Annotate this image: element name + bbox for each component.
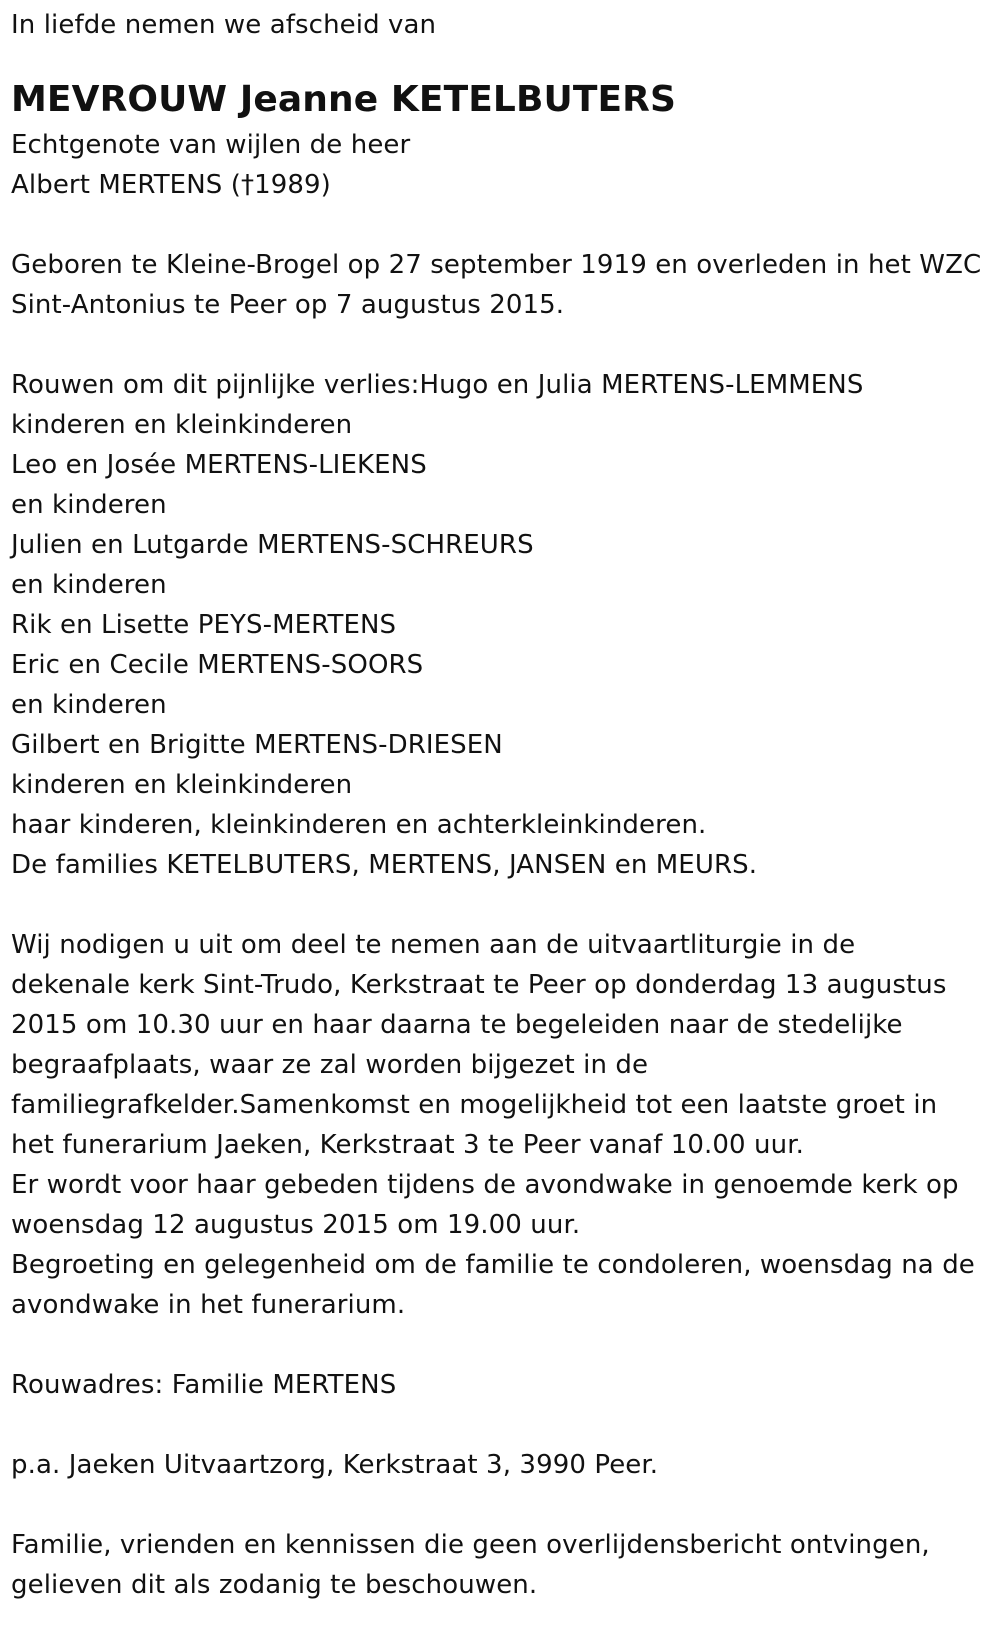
spouse-name-line [11,165,1000,205]
mourner-line: haar kinderen, kleinkinderen en achterkleinkinderen. [11,810,707,840]
spouse-name: Albert MERTENS ( [11,170,241,200]
mourner-line: Eric en Cecile MERTENS-SOORS [11,650,424,680]
mourner-line: kinderen en kleinkinderen [11,770,353,800]
funeral-line: 2015 om 10.30 uur en haar daarna te begeleiden naar de stedelijke [11,1010,903,1040]
cross-icon: † [240,170,255,200]
mourner-line: kinderen en kleinkinderen [11,410,353,440]
mourner-line: De families KETELBUTERS, MERTENS, JANSEN en MEURS. [11,850,758,880]
funeral-line: het funerarium Jaeken, Kerkstraat 3 te Peer vanaf 10.00 uur. [11,1130,804,1160]
mourning-address: Rouwadres: Familie MERTENS [11,1370,397,1400]
spacer [11,885,1000,925]
closing-block [11,1525,1000,1605]
birth-death-block [11,245,1000,325]
mourner-line: Rik en Lisette PEYS-MERTENS [11,610,397,640]
funeral-block [11,925,1000,1325]
birth-death-line: Geboren te Kleine-Brogel op 27 september 1919 en overleden in het WZC [11,250,982,280]
spacer [11,1405,1000,1445]
spacer [11,205,1000,245]
birth-death-line: Sint-Antonius te Peer op 7 augustus 2015. [11,290,565,320]
mourner-line: en kinderen [11,490,167,520]
funeral-line: Wij nodigen u uit om deel te nemen aan de uitvaartliturgie in de [11,930,856,960]
funeral-line: Er wordt voor haar gebeden tijdens de avondwake in genoemde kerk op [11,1170,959,1200]
funeral-line: Begroeting en gelegenheid om de familie te condoleren, woensdag na de [11,1250,975,1280]
spouse-death-year: 1989) [254,170,331,200]
mourners-block [11,365,1000,885]
closing-line: Familie, vrienden en kennissen die geen overlijdensbericht ontvingen, [11,1530,930,1560]
deceased-name: MEVROUW Jeanne KETELBUTERS [11,79,677,120]
mourner-line: Gilbert en Brigitte MERTENS-DRIESEN [11,730,503,760]
care-address: p.a. Jaeken Uitvaartzorg, Kerkstraat 3, 3990 Peer. [11,1450,659,1480]
mourner-line: Julien en Lutgarde MERTENS-SCHREURS [11,530,534,560]
spacer [11,1325,1000,1365]
funeral-line: familiegrafkelder.Samenkomst en mogelijkheid tot een laatste groet in [11,1090,938,1120]
funeral-line: avondwake in het funerarium. [11,1290,406,1320]
closing-line: gelieven dit als zodanig te beschouwen. [11,1570,538,1600]
funeral-line: begraafplaats, waar ze zal worden bijgezet in de [11,1050,649,1080]
spouse-line: Echtgenote van wijlen de heer [11,130,411,160]
spacer [11,1485,1000,1525]
mourner-line: en kinderen [11,570,167,600]
spacer [11,325,1000,365]
mourner-line: en kinderen [11,690,167,720]
intro-text: In liefde nemen we afscheid van [11,10,437,40]
funeral-line: dekenale kerk Sint-Trudo, Kerkstraat te Peer op donderdag 13 augustus [11,970,947,1000]
funeral-line: woensdag 12 augustus 2015 om 19.00 uur. [11,1210,581,1240]
mourner-line: Leo en Josée MERTENS-LIEKENS [11,450,427,480]
mourner-line: Rouwen om dit pijnlijke verlies:Hugo en Julia MERTENS-LEMMENS [11,370,864,400]
